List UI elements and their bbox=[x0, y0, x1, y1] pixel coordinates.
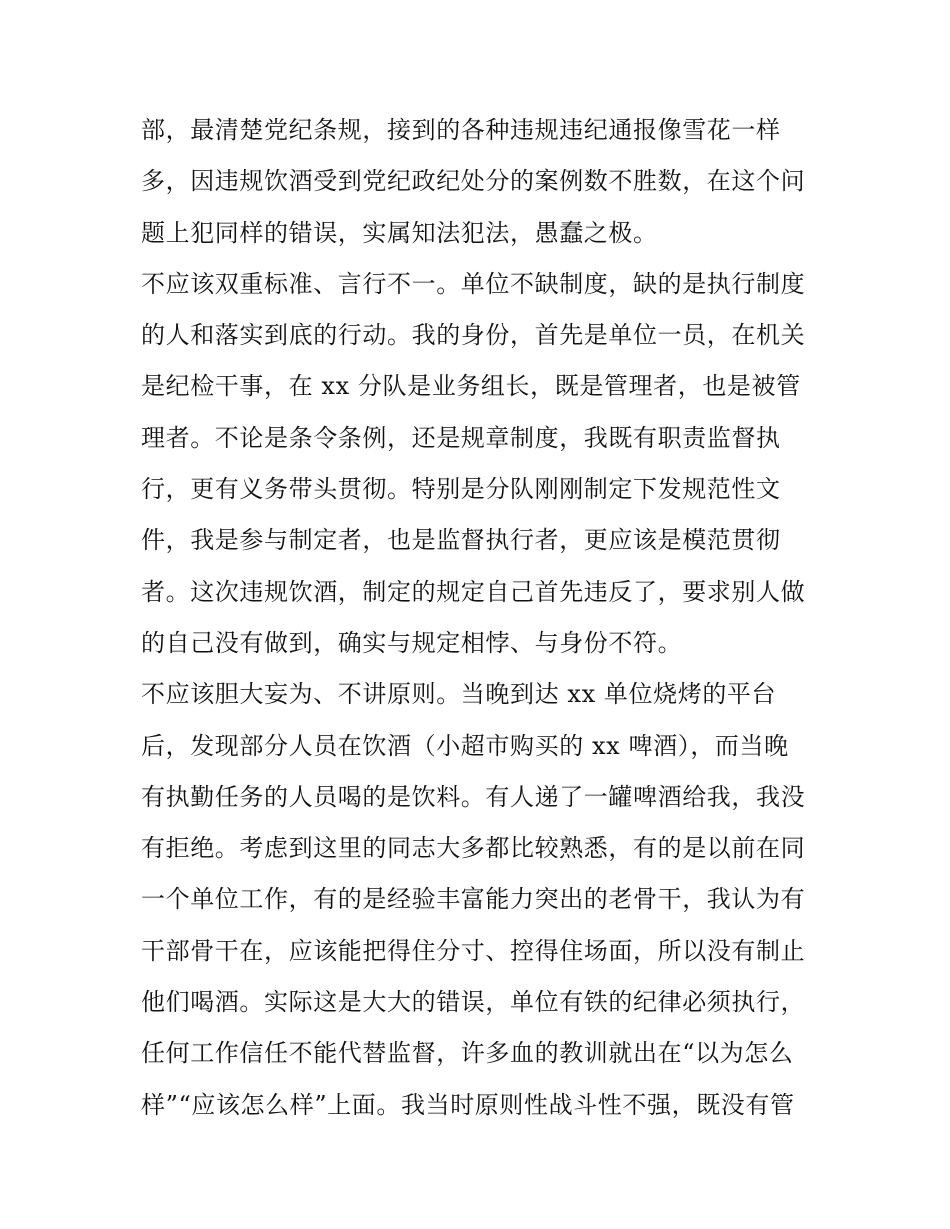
text-line: 不应该双重标准、言行不一。单位不缺制度，缺的是执行制度 bbox=[141, 269, 806, 298]
text-line: 有拒绝。考虑到这里的同志大多都比较熟悉，有的是以前在同 bbox=[141, 834, 806, 863]
text-line: 部，最清楚党纪条规，接到的各种违规违纪通报像雪花一样 bbox=[141, 116, 781, 144]
text-line: 后，发现部分人员在饮酒（小超市购买的 xx 啤酒），而当晚 bbox=[141, 731, 789, 760]
text-line: 行，更有义务带头贯彻。特别是分队刚刚制定下发规范性文 bbox=[141, 475, 781, 504]
text-line: 有执勤任务的人员喝的是饮料。有人递了一罐啤酒给我，我没 bbox=[141, 782, 806, 811]
text-line: 干部骨干在，应该能把得住分寸、控得住场面，所以没有制止 bbox=[141, 936, 806, 965]
text-line: 一个单位工作，有的是经验丰富能力突出的老骨干，我认为有 bbox=[141, 885, 806, 914]
document-body bbox=[141, 108, 821, 1134]
text-line: 者。这次违规饮酒，制定的规定自己首先违反了，要求别人做 bbox=[141, 577, 806, 606]
text-line: 样”“应该怎么样”上面。我当时原则性战斗性不强，既没有管 bbox=[141, 1090, 795, 1119]
text-line: 的人和落实到底的行动。我的身份，首先是单位一员，在机关 bbox=[141, 321, 806, 350]
text-line: 题上犯同样的错误，实属知法犯法，愚蠢之极。 bbox=[141, 218, 658, 247]
text-line: 不应该胆大妄为、不讲原则。当晚到达 xx 单位烧烤的平台 bbox=[141, 680, 777, 709]
text-line: 他们喝酒。实际这是大大的错误，单位有铁的纪律必须执行， bbox=[141, 988, 806, 1017]
text-line: 的自己没有做到，确实与规定相悖、与身份不符。 bbox=[141, 628, 683, 657]
text-line: 多，因违规饮酒受到党纪政纪处分的案例数不胜数，在这个问 bbox=[141, 167, 806, 196]
text-line: 件，我是参与制定者，也是监督执行者，更应该是模范贯彻 bbox=[141, 526, 781, 555]
text-line: 理者。不论是条令条例，还是规章制度，我既有职责监督执 bbox=[141, 423, 781, 452]
text-line: 任何工作信任不能代替监督，许多血的教训就出在“以为怎么 bbox=[141, 1039, 794, 1068]
text-line: 是纪检干事，在 xx 分队是业务组长，既是管理者，也是被管 bbox=[141, 372, 801, 401]
